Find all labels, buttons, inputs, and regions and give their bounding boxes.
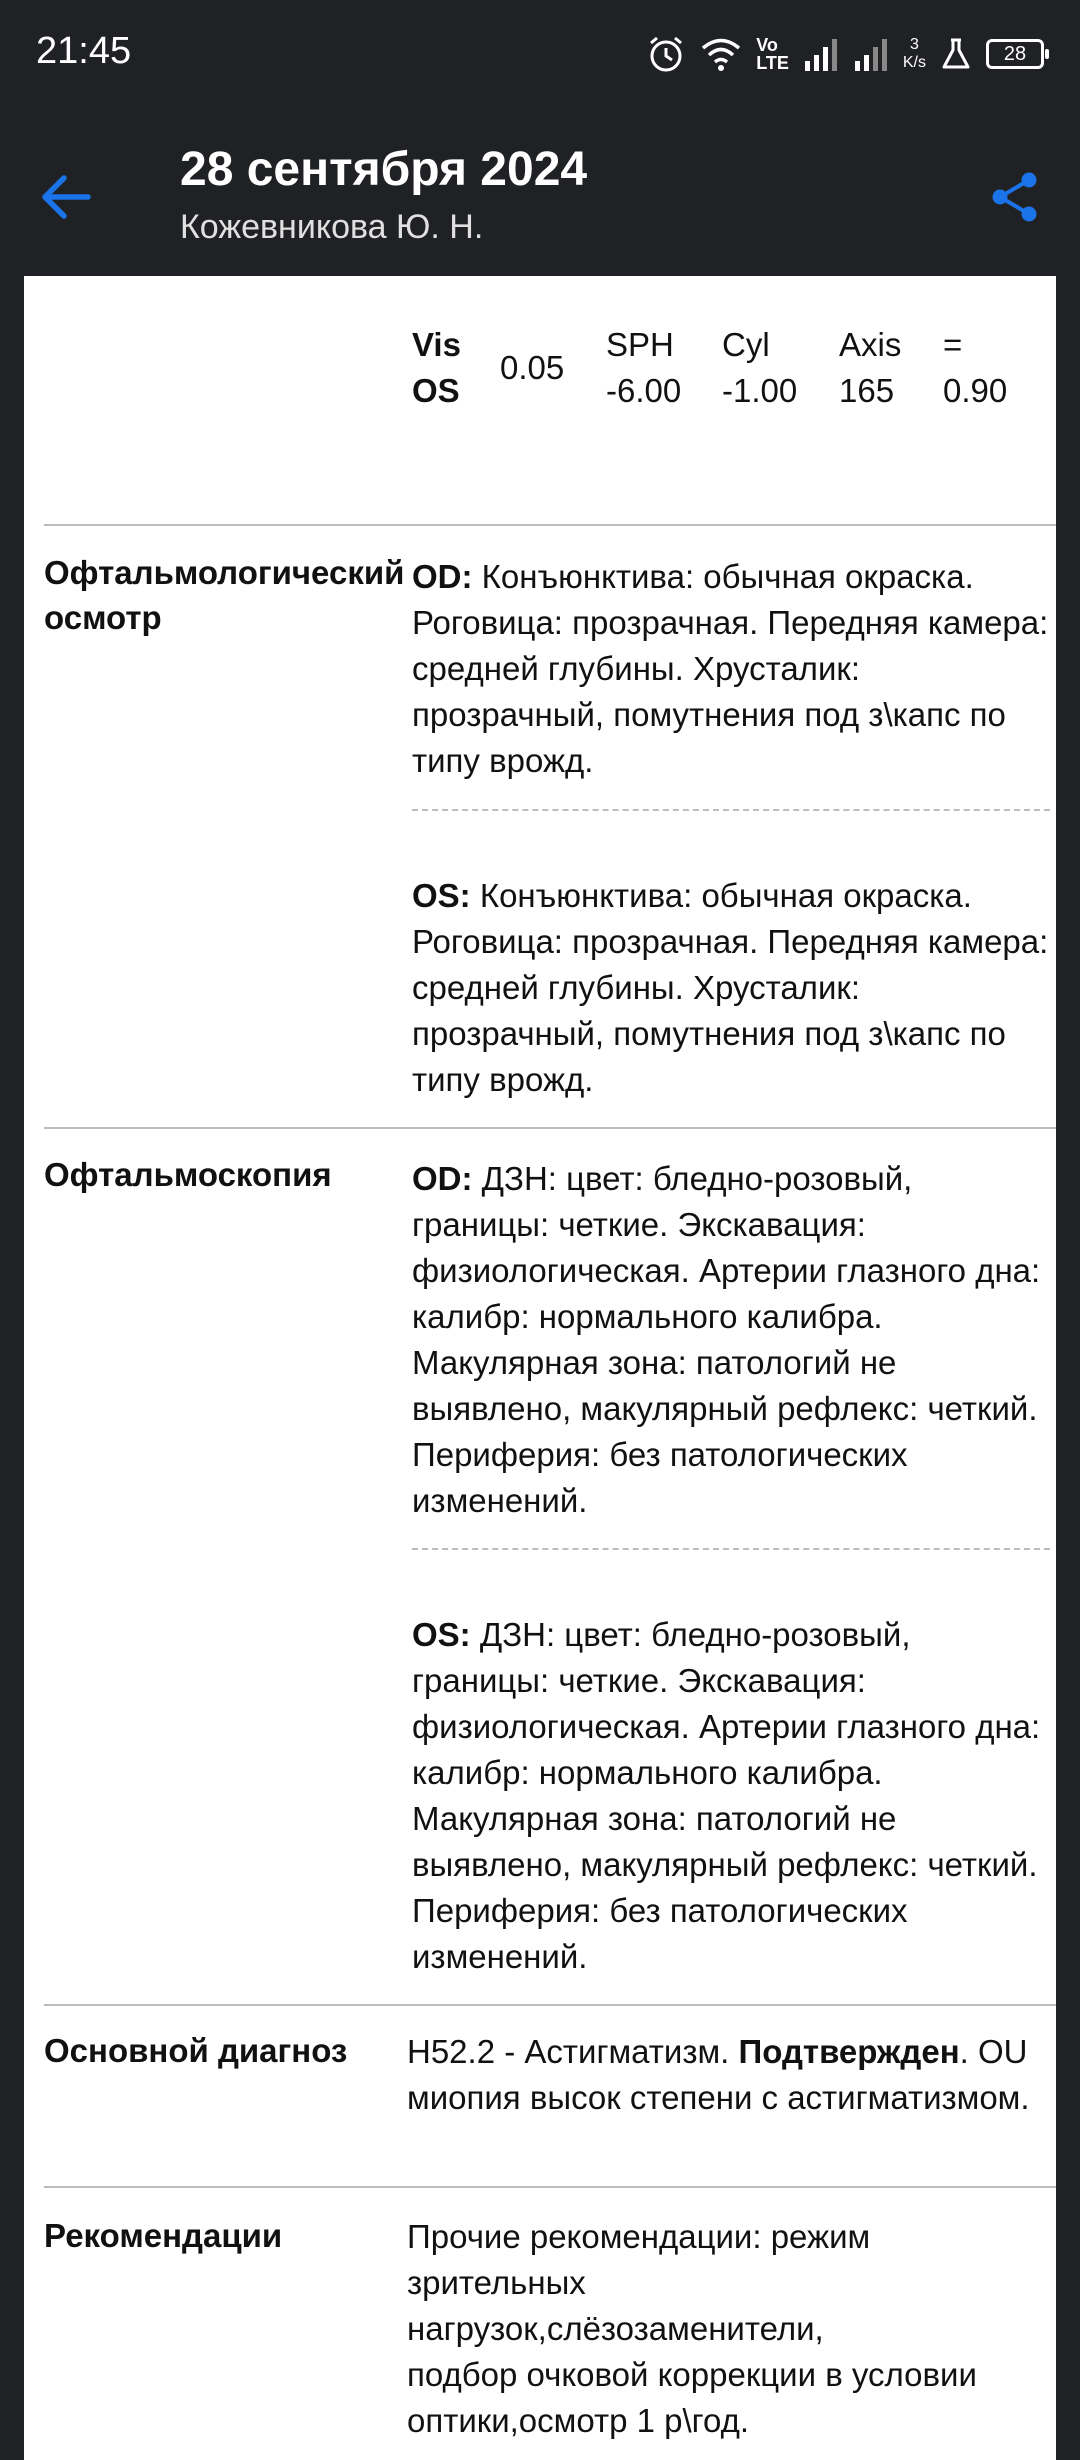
ophthalmoscopy-os-text <box>412 1612 1052 1980</box>
share-button[interactable] <box>980 162 1050 232</box>
app-bar <box>0 110 1080 276</box>
share-icon <box>988 170 1042 224</box>
section-divider <box>44 2004 1056 2006</box>
eye-os-label: OS: <box>412 1616 471 1653</box>
corrected-label: = <box>943 326 963 363</box>
network-speed <box>903 36 926 72</box>
eye-separator <box>412 1548 1050 1550</box>
volte-indicator <box>756 36 789 72</box>
status-time: 21:45 <box>36 30 132 72</box>
corrected-column <box>943 322 1023 414</box>
ophthalmoscopy-os-body: ДЗН: цвет: бледно-розовый, границы: четкие. Экскавация: физиологическая. Артерии глазного дна: калибр: нормального калибра. Макулярная зона: патологий не выявлено, макулярный рефлекс: четкий. Периферия: без патологических изменений. <box>412 1616 1041 1975</box>
diagnosis-status-suffix: . <box>959 2033 969 2070</box>
back-button[interactable] <box>30 162 100 232</box>
diagnosis-text <box>407 2029 1052 2121</box>
battery-icon <box>986 39 1044 69</box>
visit-details <box>24 276 1056 2460</box>
cyl-label: Cyl <box>722 326 770 363</box>
exam-os-text <box>412 873 1052 1103</box>
network-speed-unit: K/s <box>902 54 926 71</box>
section-divider <box>44 2186 1056 2188</box>
eye-separator <box>412 809 1050 811</box>
sph-column <box>606 322 722 414</box>
volte-top-label: Vo <box>756 35 778 55</box>
recommendations-section-label: Рекомендации <box>44 2217 283 2254</box>
eye-os-label: OS: <box>412 877 471 914</box>
cyl-value: -1.00 <box>722 372 798 409</box>
network-speed-value: 3 <box>909 36 919 53</box>
eye-od-label: OD: <box>412 1160 473 1197</box>
diagnosis-detail: OU миопия высок степени с астигматизмом. <box>407 2033 1030 2116</box>
diagnosis-status: Подтвержден <box>738 2033 960 2070</box>
refraction-table <box>412 322 1023 414</box>
exam-od-body: Конъюнктива: обычная окраска. Роговица: прозрачная. Передняя камера: средней глубины. Хрусталик: прозрачный, помутнения под з\капс по типу врожд. <box>412 558 1049 779</box>
recommendations-text <box>407 2214 1007 2352</box>
corrected-value: 0.90 <box>943 372 1008 409</box>
section-divider <box>44 524 1056 526</box>
refraction-eye-label <box>412 322 500 414</box>
recommendations-line-2: подбор очковой коррекции в условии оптики,осмотр 1 р\год. <box>407 2356 977 2439</box>
lab-flask-icon <box>940 37 972 71</box>
eye-od-label: OD: <box>412 558 473 595</box>
signal-icon <box>853 37 889 71</box>
patient-name: Кожевникова Ю. Н. <box>180 208 484 246</box>
exam-section-label: Офтальмологический осмотр <box>44 554 405 636</box>
sph-value: -6.00 <box>606 372 682 409</box>
exam-os-body: Конъюнктива: обычная окраска. Роговица: прозрачная. Передняя камера: средней глубины. Хрусталик: прозрачный, помутнения под з\капс по типу врожд. <box>412 877 1049 1098</box>
sph-label: SPH <box>606 326 674 363</box>
wifi-icon <box>700 36 742 72</box>
cyl-column <box>722 322 839 414</box>
eye-os-label: OS <box>412 372 460 409</box>
page-title: 28 сентября 2024 <box>180 143 588 196</box>
ophthalmoscopy-section-label: Офтальмоскопия <box>44 1156 332 1193</box>
arrow-back-icon <box>38 170 92 224</box>
ophthalmoscopy-od-text <box>412 1156 1052 1524</box>
volte-bottom-label: LTE <box>756 53 789 73</box>
section-divider <box>44 1127 1056 1129</box>
axis-value: 165 <box>839 372 895 409</box>
diagnosis-code: H52.2 - Астигматизм. <box>407 2033 730 2070</box>
battery-level: 28 <box>1003 42 1027 65</box>
vis-value <box>500 322 606 414</box>
alarm-icon <box>646 34 686 74</box>
vis-label: Vis <box>412 326 461 363</box>
ophthalmoscopy-od-body: ДЗН: цвет: бледно-розовый, границы: четкие. Экскавация: физиологическая. Артерии глазного дна: калибр: нормального калибра. Макулярная зона: патологий не выявлено, макулярный рефлекс: четкий. Периферия: без патологических изменений. <box>412 1160 1041 1519</box>
axis-column <box>839 322 943 414</box>
exam-od-text <box>412 554 1052 784</box>
vis-value-text: 0.05 <box>500 349 565 386</box>
diagnosis-section-label: Основной диагноз <box>44 2032 348 2069</box>
recommendations-text-cont <box>407 2352 1052 2444</box>
status-bar <box>0 0 1080 110</box>
signal-icon <box>803 37 839 71</box>
axis-label: Axis <box>839 326 902 363</box>
recommendations-line-1: Прочие рекомендации: режим зрительных нагрузок,слёзозаменители, <box>407 2218 871 2347</box>
status-icons <box>646 28 1044 80</box>
